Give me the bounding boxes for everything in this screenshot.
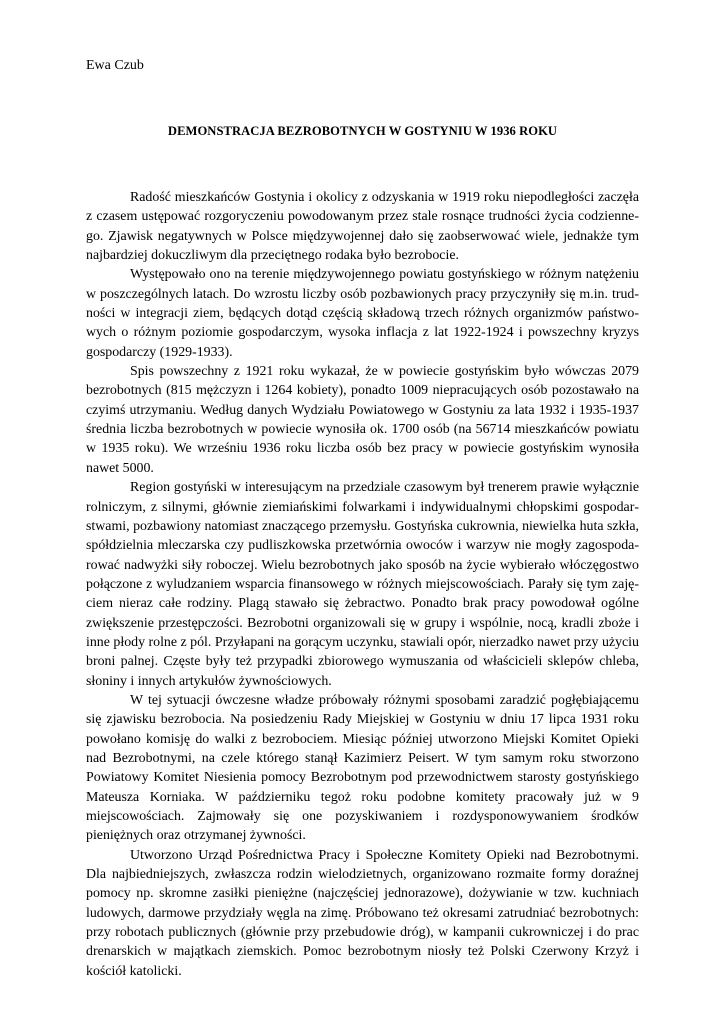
paragraph: Radość mieszkańców Gostynia i okolicy z odzyskania w 1919 roku niepodległości zaczęła z czasem ustępować rozgoryczeniu powodowanym przez stale rosnące trudności życia codziennego. Zjawisk negatywnych w Polsce międzywojennej dało się zaobserwować wiele, jednakże tym najbardziej dokuczliwym dla przeciętnego rodaka było bezrobocie. [86,190,639,264]
author-name: Ewa Czub [86,58,144,73]
paragraph: W tej sytuacji ówczesne władze próbowały różnymi sposobami zaradzić pogłębiającemu się zjawisku bezrobocia. Na posiedzeniu Rady Miejskiej w Gostyniu w dniu 17 lipca 1931 roku powołano komisję do walki z bezrobociem. Miesiąc później utworzono Miejski Komitet Opieki nad Bezrobotnymi, na czele którego stanął Kazimierz Peisert. W tym samym roku stworzono Powiatowy Komitet Niesienia pomocy Bezrobotnym pod przewodnictwem starosty gostyńskiego Mateusza Korniaka. W październiku tegoż roku podobne komitety pracowały już w 9 miejscowościach. Zajmowały się one pozyskiwaniem i rozdysponowywaniem środków pieniężnych oraz otrzymanej żywności. [86,692,639,844]
paragraph: Występowało ono na terenie międzywojennego powiatu gostyńskiego w różnym natężeniu w poszczególnych latach. Do wzrostu liczby osób pozbawionych pracy przyczyniły się m.in. trudności w integracji ziem, będących dotąd częścią składową trzech różnych organizmów państwowych o różnym poziomie gospodarczym, wysoka inflacja z lat 1922-1924 i powszechny kryzys gospodarczy (1929-1933). [86,267,639,360]
paragraph: Utworzono Urząd Pośrednictwa Pracy i Społeczne Komitety Opieki nad Bezrobotnymi. Dla najbiedniejszych, zwłaszcza rodzin wielodzietnych, organizowano rozmaite formy doraźnej pomocy np. skromne zasiłki pieniężne (najczęściej jednorazowe), dożywianie w tzw. kuchniach ludowych, darmowe przydziały węgla na zimę. Próbowano też okresami zatrudniać bezrobotnych: przy robotach publicznych (głównie przy przebudowie dróg), w kampanii cukrowniczej i do prac drenarskich w majątkach ziemskich. Pomoc bezrobotnym niosły też Polski Czerwony Krzyż i kościół katolicki. [86,847,639,979]
document-body [86,188,639,981]
paragraph: Spis powszechny z 1921 roku wykazał, że w powiecie gostyńskim było wówczas 2079 bezrobotnych (815 mężczyzn i 1264 kobiety), ponadto 1009 niepracujących osób pozostawało na czyimś utrzymaniu. Według danych Wydziału Powiatowego w Gostyniu za lata 1932 i 1935-1937 średnia liczba bezrobotnych w powiecie wynosiła ok. 1700 osób (na 56714 mieszkańców powiatu w 1935 roku). We wrześniu 1936 roku liczba osób bez pracy w powiecie gostyńskim wynosiła nawet 5000. [86,364,639,476]
document-title: DEMONSTRACJA BEZROBOTNYCH W GOSTYNIU W 1936 ROKU [167,124,558,138]
paragraph: Region gostyński w interesującym na przedziale czasowym był trenerem prawie wyłącznie rolniczym, z silnymi, głównie ziemiańskimi folwarkami i indywidualnymi chłopskimi gospodarstwami, pozbawiony natomiast znaczącego przemysłu. Gostyńska cukrownia, niewielka huta szkła, spółdzielnia mleczarska czy pudliszkowska przetwórnia owoców i warzyw nie mogły zagospodarować nadwyżki siły roboczej. Wielu bezrobotnych jako sposób na życie wybierało włóczęgostwo połączone z wyludzaniem wsparcia finansowego w różnych miejscowościach. Parały się tym zajęciem nieraz całe rodziny. Plagą stawało się żebractwo. Ponadto brak pracy powodował ogólne zwiększenie przestępczości. Bezrobotni organizowali się w grupy i wspólnie, nocą, kradli zboże i inne płody rolne z pól. Przyłapani na gorącym uczynku, stawiali opór, nierzadko nawet przy użyciu broni palnej. Częste były też przypadki zbiorowego wymuszania od właścicieli sklepów chleba, słoniny i innych artykułów żywnościowych. [86,480,639,689]
